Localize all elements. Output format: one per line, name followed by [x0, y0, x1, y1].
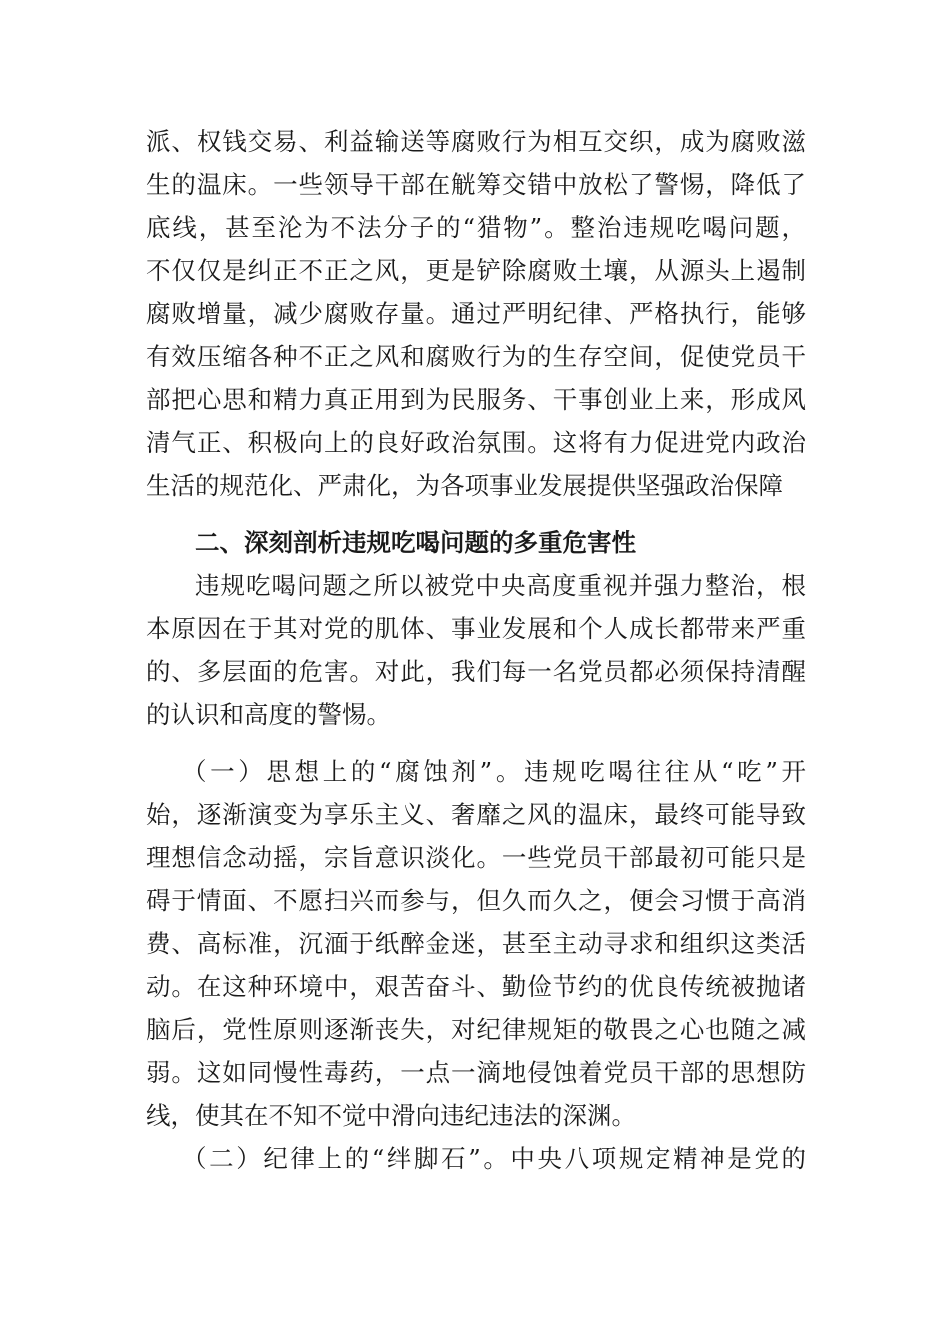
section-heading: 二、深刻剖析违规吃喝问题的多重危害性: [195, 528, 636, 557]
paragraph-line: 脑后，党性原则逐渐丧失，对纪律规矩的敬畏之心也随之减: [146, 1015, 806, 1044]
paragraph-line: 部把心思和精力真正用到为民服务、干事创业上来，形成风: [146, 385, 806, 414]
paragraph-line: 的认识和高度的警惕。: [146, 700, 391, 729]
paragraph-line: 碍于情面、不愿扫兴而参与，但久而久之，便会习惯于高消: [146, 886, 806, 915]
paragraph-line: 动。在这种环境中，艰苦奋斗、勤俭节约的优良传统被抛诸: [146, 972, 806, 1001]
paragraph-line: 生活的规范化、严肃化，为各项事业发展提供坚强政治保障: [146, 471, 783, 500]
paragraph-line: 违规吃喝问题之所以被党中央高度重视并强力整治，根: [195, 571, 806, 600]
paragraph-line: 弱。这如同慢性毒药，一点一滴地侵蚀着党员干部的思想防: [146, 1058, 806, 1087]
paragraph-line: 理想信念动摇，宗旨意识淡化。一些党员干部最初可能只是: [146, 843, 806, 872]
paragraph-line: （二）纪律上的“绊脚石”。中央八项规定精神是党的: [182, 1144, 806, 1173]
paragraph-line: （一）思想上的“腐蚀剂”。违规吃喝往往从“吃”开: [182, 757, 806, 786]
paragraph-line: 线，使其在不知不觉中滑向违纪违法的深渊。: [146, 1101, 636, 1130]
paragraph-line: 的、多层面的危害。对此，我们每一名党员都必须保持清醒: [146, 657, 806, 686]
paragraph-line: 派、权钱交易、利益输送等腐败行为相互交织，成为腐败滋: [146, 127, 806, 156]
paragraph-line: 始，逐渐演变为享乐主义、奢靡之风的温床，最终可能导致: [146, 800, 806, 829]
paragraph-line: 费、高标准，沉湎于纸醉金迷，甚至主动寻求和组织这类活: [146, 929, 806, 958]
paragraph-line: 底线，甚至沦为不法分子的“猎物”。整治违规吃喝问题，: [146, 213, 806, 242]
paragraph-line: 清气正、积极向上的良好政治氛围。这将有力促进党内政治: [146, 428, 806, 457]
paragraph-line: 本原因在于其对党的肌体、事业发展和个人成长都带来严重: [146, 614, 806, 643]
paragraph-line: 腐败增量，减少腐败存量。通过严明纪律、严格执行，能够: [146, 299, 806, 328]
paragraph-line: 有效压缩各种不正之风和腐败行为的生存空间，促使党员干: [146, 342, 806, 371]
paragraph-line: 生的温床。一些领导干部在觥筹交错中放松了警惕，降低了: [146, 170, 806, 199]
paragraph-line: 不仅仅是纠正不正之风，更是铲除腐败土壤，从源头上遏制: [146, 256, 806, 285]
